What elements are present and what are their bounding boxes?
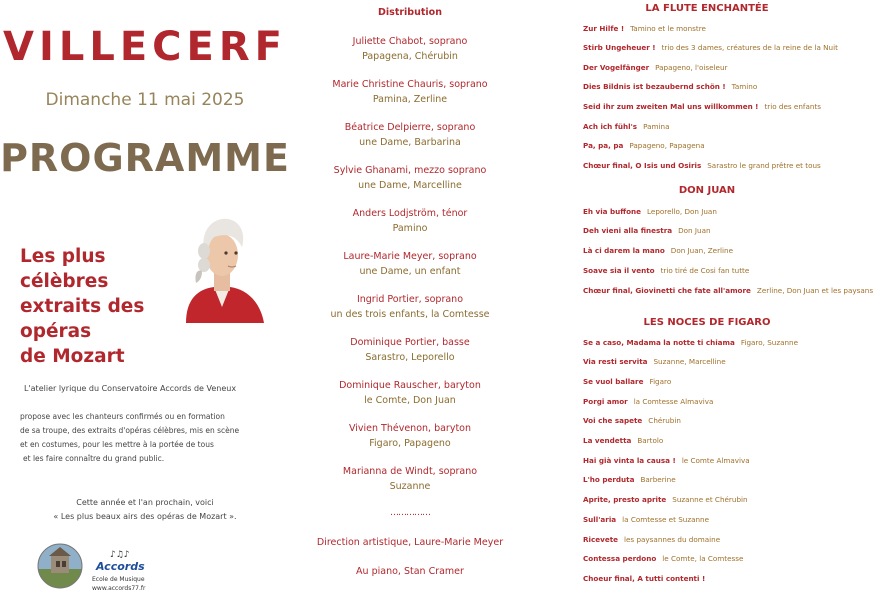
aria-performers: trio des enfants xyxy=(764,102,821,111)
program-item xyxy=(583,475,849,484)
middle-panel xyxy=(285,0,535,600)
program-item xyxy=(583,397,849,406)
singer-name: Laure-Marie Meyer, soprano xyxy=(343,251,477,262)
accords-logo xyxy=(92,550,152,596)
singer-name: Béatrice Delpierre, soprano xyxy=(344,122,476,133)
right-panel xyxy=(565,0,873,600)
subtitle-line: Les plus célèbres xyxy=(20,246,109,292)
singer-role: une Dame, un enfant xyxy=(359,266,461,277)
aria-performers: trio tiré de Cosi fan tutte xyxy=(660,266,750,275)
singer-name: Juliette Chabot, soprano xyxy=(352,36,468,47)
singer-name: Sylvie Ghanami, mezzo soprano xyxy=(333,165,487,176)
description-line: et en costumes, pour les mettre à la portée de tous xyxy=(20,440,214,449)
aria-title: Der Vogelfänger xyxy=(583,63,650,72)
aria-title: Porgi amor xyxy=(583,397,628,406)
program-item xyxy=(583,535,849,544)
aria-title: Voi che sapete xyxy=(583,416,643,425)
program-item xyxy=(583,207,849,216)
mozart-portrait xyxy=(178,211,264,323)
aria-title: Dies Bildnis ist bezaubernd schön ! xyxy=(583,82,726,91)
description-line: et les faire connaître du grand public. xyxy=(23,454,165,463)
aria-title: Se vuol ballare xyxy=(583,377,644,386)
program-item xyxy=(583,161,849,170)
program-item xyxy=(583,377,849,386)
aria-performers: la Comtesse et Suzanne xyxy=(622,515,710,524)
aria-performers: le Comte, la Comtesse xyxy=(662,554,744,563)
program-item xyxy=(583,82,849,91)
singer-name: Vivien Thévenon, baryton xyxy=(348,423,472,434)
aria-title: Deh vieni alla finestra xyxy=(583,226,673,235)
aria-performers: les paysannes du domaine xyxy=(624,535,721,544)
singer-role: une Dame, Marcelline xyxy=(358,180,462,191)
singer-name: Dominique Portier, basse xyxy=(350,337,470,348)
separator-dots: …………… xyxy=(390,508,430,518)
aria-performers: Figaro, Suzanne xyxy=(740,338,799,347)
singer-name: Anders Lodjström, ténor xyxy=(352,208,468,219)
aria-title: Seid ihr zum zweiten Mal uns willkommen ! xyxy=(583,102,759,111)
singer-role: Figaro, Papageno xyxy=(369,438,451,449)
aria-performers: Sarastro le grand prêtre et tous xyxy=(707,161,821,170)
aria-performers: Tamino xyxy=(731,82,758,91)
aria-performers: Don Juan, Zerline xyxy=(670,246,734,255)
aria-performers: le Comte Almaviva xyxy=(681,456,750,465)
pianist: Au piano, Stan Cramer xyxy=(356,566,464,577)
aria-title: L'ho perduta xyxy=(583,475,635,484)
year-note xyxy=(0,496,290,524)
aria-title: Stirb Ungeheuer ! xyxy=(583,43,656,52)
aria-title: La vendetta xyxy=(583,436,632,445)
aria-title: Eh via buffone xyxy=(583,207,642,216)
aria-performers: Barberine xyxy=(640,475,676,484)
aria-performers: Tamino et le monstre xyxy=(630,24,706,33)
singer-role: Papagena, Chérubin xyxy=(362,51,458,62)
aria-title: Choeur final, A tutti contenti ! xyxy=(583,574,706,583)
aria-performers: Bartolo xyxy=(637,436,664,445)
program-item xyxy=(583,226,849,235)
aria-title: Chœur final, Giovinetti che fate all'amore xyxy=(583,286,751,295)
conservatoire-logo xyxy=(37,543,83,589)
singer-role: Sarastro, Leporello xyxy=(365,352,455,363)
program-item xyxy=(583,357,849,366)
program-item xyxy=(583,24,849,33)
year-note-line: « Les plus beaux airs des opéras de Mozart ». xyxy=(53,512,237,521)
singer-role: Pamino xyxy=(392,223,428,234)
atelier-line: L'atelier lyrique du Conservatoire Accords de Veneux xyxy=(24,384,237,393)
aria-performers: la Comtesse Almaviva xyxy=(633,397,714,406)
aria-title: Soave sia il vento xyxy=(583,266,655,275)
singer-name: Dominique Rauscher, baryton xyxy=(339,380,481,391)
aria-title: Sull'aria xyxy=(583,515,617,524)
music-notes-icon: ♪♫♪ xyxy=(110,550,130,560)
year-note-line: Cette année et l'an prochain, voici xyxy=(76,498,214,507)
program-item xyxy=(583,515,849,524)
singer-role: une Dame, Barbarina xyxy=(359,137,461,148)
artistic-direction: Direction artistique, Laure-Marie Meyer xyxy=(316,537,504,548)
accords-logo-url: www.accords77.fr xyxy=(92,585,146,592)
aria-title: Là ci darem la mano xyxy=(583,246,665,255)
program-item xyxy=(583,246,849,255)
aria-performers: Figaro xyxy=(649,377,672,386)
town-title: VILLECERF xyxy=(3,24,287,70)
program-item xyxy=(583,574,849,583)
program-item xyxy=(583,436,849,445)
concert-date: Dimanche 11 mai 2025 xyxy=(45,90,245,110)
programme-title: PROGRAMME xyxy=(0,136,290,180)
program-item xyxy=(583,338,849,347)
aria-performers: Suzanne et Chérubin xyxy=(672,495,748,504)
accords-logo-name: Accords xyxy=(96,560,145,573)
subtitle-line: de Mozart xyxy=(20,346,125,367)
description xyxy=(20,410,270,466)
subtitle-line: extraits des opéras xyxy=(20,296,145,342)
aria-title: Ricevete xyxy=(583,535,619,544)
aria-title: Ach ich fühl's xyxy=(583,122,638,131)
program-item xyxy=(583,554,849,563)
description-line: propose avec les chanteurs confirmés ou en formation xyxy=(20,412,225,421)
left-panel xyxy=(0,0,290,600)
aria-title: Se a caso, Madama la notte ti chiama xyxy=(583,338,735,347)
accords-logo-line: Ecole de Musique xyxy=(92,576,145,583)
mozart-portrait-image xyxy=(178,211,264,323)
aria-performers: Suzanne, Marcelline xyxy=(653,357,726,366)
program-item xyxy=(583,416,849,425)
aria-title: Hai già vinta la causa ! xyxy=(583,456,676,465)
aria-title: Zur Hilfe ! xyxy=(583,24,625,33)
singer-role: le Comte, Don Juan xyxy=(364,395,456,406)
singer-name: Marianna de Windt, soprano xyxy=(342,466,478,477)
aria-performers: Leporello, Don Juan xyxy=(647,207,717,216)
program-item xyxy=(583,122,849,131)
singer-role: Pamina, Zerline xyxy=(372,94,448,105)
singer-role: Suzanne xyxy=(389,481,431,492)
building-logo-icon xyxy=(37,543,83,589)
program-item xyxy=(583,266,849,275)
section-title-donjuan: DON JUAN xyxy=(678,185,736,196)
subtitle xyxy=(20,244,185,369)
aria-performers: Don Juan xyxy=(678,226,711,235)
program-item xyxy=(583,102,849,111)
program-item xyxy=(583,286,873,295)
aria-title: Via resti servita xyxy=(583,357,648,366)
program-item xyxy=(583,43,849,52)
aria-performers: Pamina xyxy=(643,122,670,131)
program-item xyxy=(583,456,849,465)
aria-performers: trio des 3 dames, créatures de la reine de la Nuit xyxy=(661,43,838,52)
program-item xyxy=(583,495,849,504)
aria-performers: Papageno, Papagena xyxy=(629,141,705,150)
description-line: de sa troupe, des extraits d'opéras célèbres, mis en scène xyxy=(20,426,240,435)
distribution-title: Distribution xyxy=(378,7,442,18)
aria-performers: Chérubin xyxy=(648,416,681,425)
aria-title: Contessa perdono xyxy=(583,554,657,563)
aria-title: Chœur final, O Isis und Osiris xyxy=(583,161,702,170)
aria-title: Pa, pa, pa xyxy=(583,141,624,150)
aria-performers: Papageno, l'oiseleur xyxy=(655,63,728,72)
program-item xyxy=(583,63,849,72)
section-title-flute: LA FLUTE ENCHANTÉE xyxy=(645,3,769,14)
section-title-figaro: LES NOCES DE FIGARO xyxy=(643,317,771,328)
aria-title: Aprite, presto aprite xyxy=(583,495,667,504)
aria-performers: Zerline, Don Juan et les paysans xyxy=(756,286,873,295)
singer-name: Ingrid Portier, soprano xyxy=(356,294,464,305)
singer-role: un des trois enfants, la Comtesse xyxy=(330,309,490,320)
program-item xyxy=(583,141,849,150)
singer-name: Marie Christine Chauris, soprano xyxy=(332,79,488,90)
